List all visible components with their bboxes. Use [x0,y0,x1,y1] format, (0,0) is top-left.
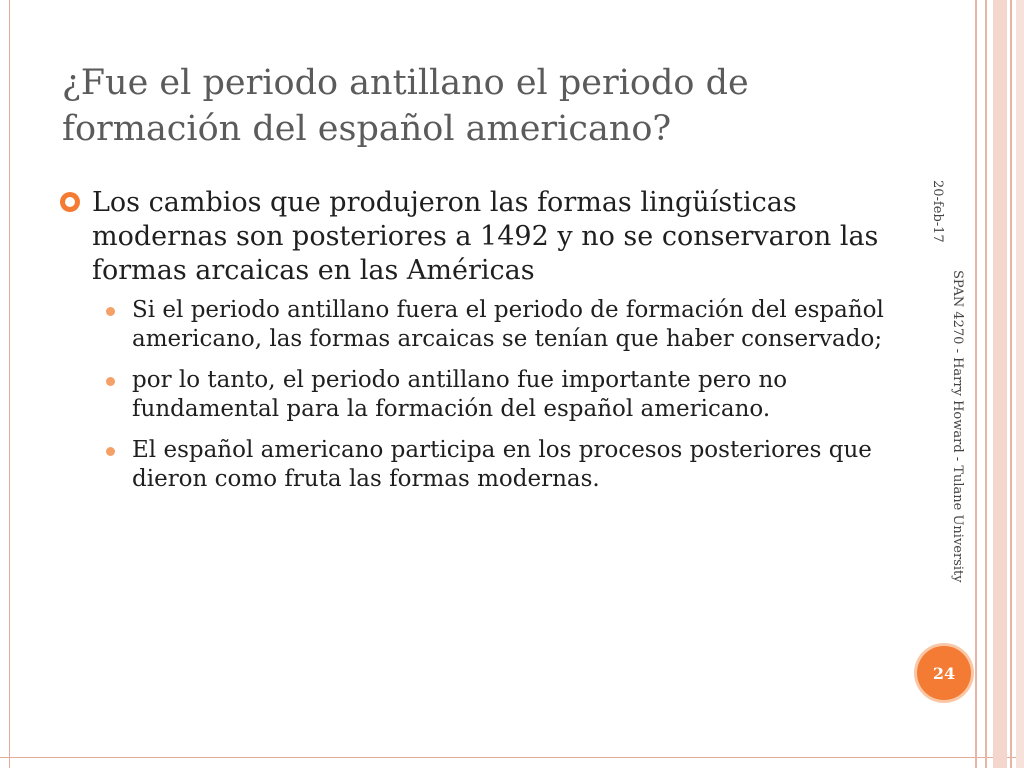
main-bullet-item [60,186,890,288]
right-stripe-decoration [993,0,1007,768]
title-line-2: formación del español americano? [62,109,672,149]
title-line-1: ¿Fue el periodo antillano el periodo de [62,63,749,103]
orange-ring-bullet-icon [60,192,80,212]
sub-bullet-text: El español americano participa en los procesos posteriores que dieron como fruta las formas modernas. [132,437,872,492]
orange-dot-bullet-icon [106,307,115,316]
sub-bullet-item [102,296,890,354]
orange-dot-bullet-icon [106,377,115,386]
slide-content [60,186,890,506]
sub-bullet-item [102,436,890,494]
main-bullet-text: Los cambios que produjeron las formas lingüísticas modernas son posteriores a 1492 y no se conservaron las formas arcaicas en las Américas [92,187,879,286]
sub-bullet-text: Si el periodo antillano fuera el periodo de formación del español americano, las formas arcaicas se tenían que haber conservado; [132,297,884,352]
orange-dot-bullet-icon [106,447,115,456]
page-number: 24 [932,663,956,683]
slide-footer-text: SPAN 4270 - Harry Howard - Tulane University [950,270,965,583]
slide-date: 20-feb-17 [930,180,945,243]
right-stripe-decoration [1010,0,1012,768]
page-number-badge [917,646,971,700]
sub-bullet-text: por lo tanto, el periodo antillano fue importante pero no fundamental para la formación del español americano. [132,367,788,422]
slide-title [62,60,922,152]
sub-bullet-list [102,296,890,494]
left-line-decoration [9,0,10,768]
right-stripe-decoration [985,0,987,768]
side-footer [924,180,974,620]
right-stripe-decoration [1016,0,1024,768]
bottom-line-decoration [0,757,1024,758]
right-stripe-decoration [975,0,977,768]
sub-bullet-item [102,366,890,424]
